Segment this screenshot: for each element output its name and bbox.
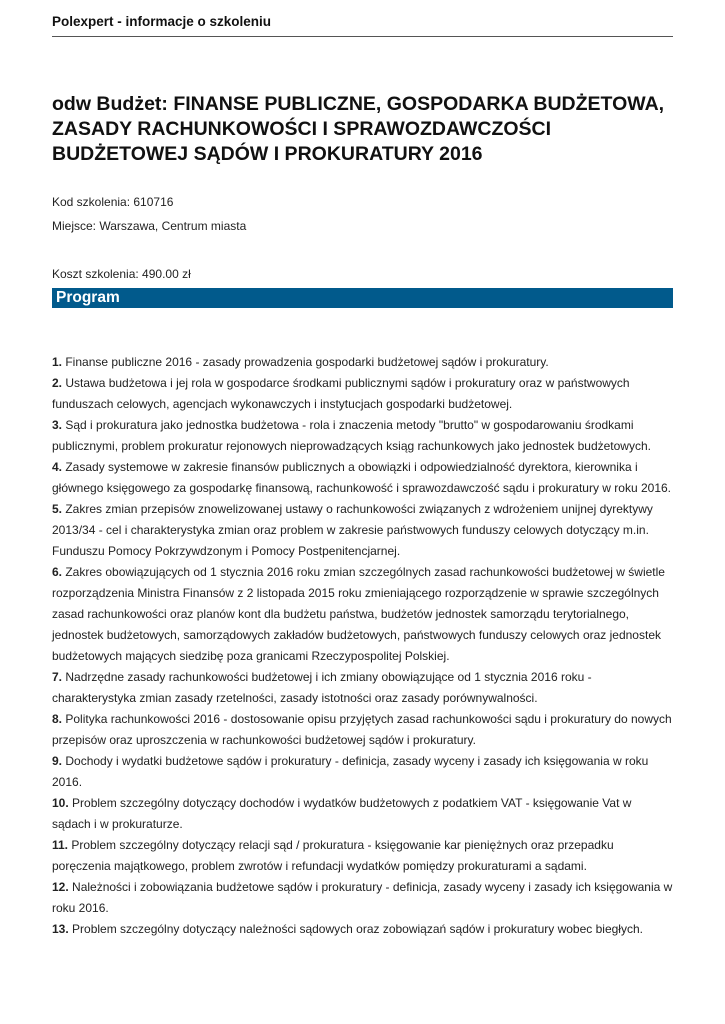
program-item-text: Problem szczególny dotyczący dochodów i wydatków budżetowych z podatkiem VAT - księgowanie Vat w sądach i w prokuraturze. xyxy=(52,796,632,831)
program-item-text: Polityka rachunkowości 2016 - dostosowanie opisu przyjętych zasad rachunkowości sądu i prokuratury do nowych przepisów oraz uproszczenia w rachunkowości budżetowej sądów i prokuratury. xyxy=(52,712,672,747)
program-item-text: Zasady systemowe w zakresie finansów publicznych a obowiązki i odpowiedzialność dyrektora, kierownika i głównego księgowego za gospodarkę finansową, rachunkowość i sprawozdawczość sądu i prokuratury w roku 2016. xyxy=(52,460,672,495)
program-item-text: Należności i zobowiązania budżetowe sądów i prokuratury - definicja, zasady wyceny i zasady ich księgowania w roku 2016. xyxy=(52,880,673,915)
program-list xyxy=(52,352,673,940)
program-item-text: Finanse publiczne 2016 - zasady prowadzenia gospodarki budżetowej sądów i prokuratury. xyxy=(62,355,549,369)
program-item xyxy=(52,835,673,877)
program-item-number: 12. xyxy=(52,880,69,894)
program-item xyxy=(52,709,673,751)
program-item xyxy=(52,793,673,835)
course-place: Miejsce: Warszawa, Centrum miasta xyxy=(52,219,247,233)
program-item xyxy=(52,562,673,667)
program-item-text: Problem szczególny dotyczący relacji sąd / prokuratura - księgowanie kar pieniężnych oraz przepadku poręczenia majątkowego, problem zwrotów i refundacji wydatków pomiędzy prokuraturami a sądami. xyxy=(52,838,614,873)
program-item-text: Zakres obowiązujących od 1 stycznia 2016 roku zmian szczególnych zasad rachunkowości budżetowej w świetle rozporządzenia Ministra Finansów z 2 listopada 2015 roku zmieniającego rozporządzenie w sprawie szczególnych zasad rachunkowości oraz planów kont dla budżetu państwa, budżetów jednostek samorządu terytorialnego, jednostek budżetowych, samorządowych zakładów budżetowych, państwowych funduszy celowych oraz jednostek budżetowych mających siedzibę poza granicami Rzeczypospolitej Polskiej. xyxy=(52,565,665,663)
course-title: odw Budżet: FINANSE PUBLICZNE, GOSPODARKA BUDŻETOWA, ZASADY RACHUNKOWOŚCI I SPRAWOZDAWCZOŚCI BUDŻETOWEJ SĄDÓW I PROKURATURY 2016 xyxy=(52,93,665,165)
program-item xyxy=(52,457,673,499)
program-item-number: 6. xyxy=(52,565,63,579)
program-item xyxy=(52,415,673,457)
program-item-number: 13. xyxy=(52,922,69,936)
program-item xyxy=(52,373,673,415)
program-item-number: 9. xyxy=(52,754,63,768)
program-item xyxy=(52,352,673,373)
program-item-number: 10. xyxy=(52,796,69,810)
program-item xyxy=(52,751,673,793)
program-item-number: 4. xyxy=(52,460,63,474)
course-code: Kod szkolenia: 610716 xyxy=(52,195,174,209)
program-item-number: 11. xyxy=(52,838,69,852)
program-heading: Program xyxy=(56,289,120,306)
course-cost: Koszt szkolenia: 490.00 zł xyxy=(52,267,191,281)
program-item xyxy=(52,667,673,709)
program-item xyxy=(52,919,673,940)
program-item-number: 2. xyxy=(52,376,63,390)
program-item xyxy=(52,877,673,919)
program-item-text: Nadrzędne zasady rachunkowości budżetowej i ich zmiany obowiązujące od 1 stycznia 2016 roku - charakterystyka zmian zasady rzetelności, zasady istotności oraz zasady porównywalności. xyxy=(52,670,592,705)
page-header: Polexpert - informacje o szkoleniu xyxy=(52,14,272,29)
program-item-text: Sąd i prokuratura jako jednostka budżetowa - rola i znaczenia metody "brutto" w gospodarowaniu środkami publicznymi, problem prokuratur rejonowych nieprowadzących ksiąg rachunkowych jako jednostek budżetowych. xyxy=(52,418,651,453)
program-item-text: Problem szczególny dotyczący należności sądowych oraz zobowiązań sądów i prokuratury wobec biegłych. xyxy=(68,922,643,936)
program-item-number: 5. xyxy=(52,502,63,516)
program-section-header xyxy=(52,288,673,308)
program-item xyxy=(52,499,673,562)
program-item-number: 7. xyxy=(52,670,63,684)
program-item-text: Ustawa budżetowa i jej rola w gospodarce środkami publicznymi sądów i prokuratury oraz w państwowych funduszach celowych, agencjach wykonawczych i instytucjach gospodarki budżetowej. xyxy=(52,376,630,411)
program-item-number: 8. xyxy=(52,712,63,726)
program-item-text: Dochody i wydatki budżetowe sądów i prokuratury - definicja, zasady wyceny i zasady ich księgowania w roku 2016. xyxy=(52,754,649,789)
program-item-number: 1. xyxy=(52,355,63,369)
header-divider xyxy=(52,36,673,37)
program-item-number: 3. xyxy=(52,418,63,432)
program-item-text: Zakres zmian przepisów znowelizowanej ustawy o rachunkowości związanych z wdrożeniem unijnej dyrektywy 2013/34 - cel i charakterystyka zmian oraz problem w zakresie państwowych funduszy celowych dotyczący m.in. Funduszu Pomocy Pokrzywdzonym i Pomocy Postpenitencjarnej. xyxy=(52,502,653,558)
